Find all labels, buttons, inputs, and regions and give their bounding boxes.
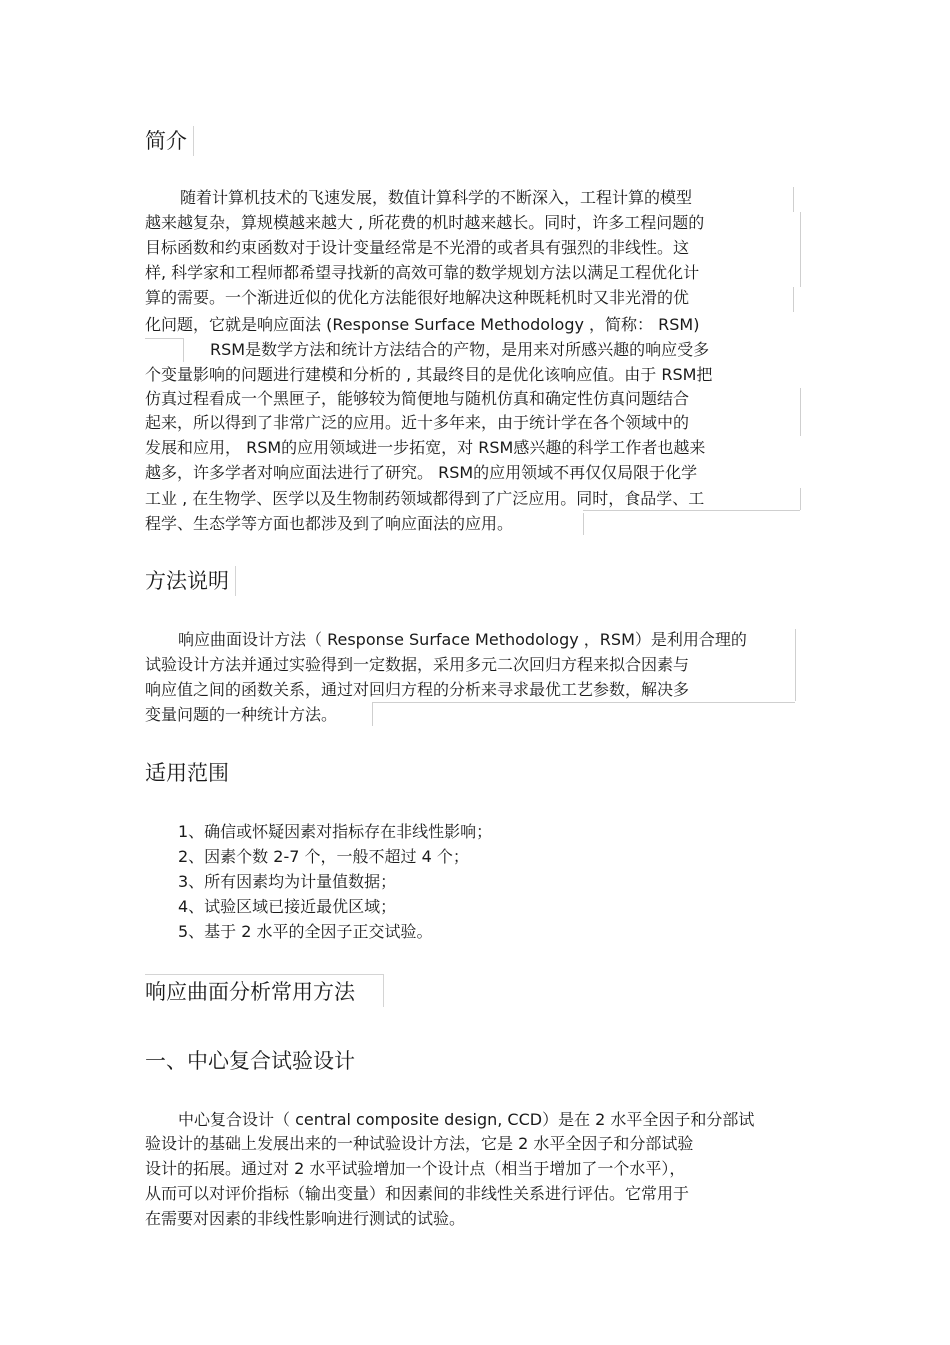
intro-line: 发展和应用， RSM的应用领域进一步拓宽，对 RSM感兴趣的科学工作者也越来 — [145, 438, 706, 457]
ccd-line: 中心复合设计（ central composite design, CCD）是在 2 水平全因子和分部试 — [178, 1110, 755, 1129]
list-item: 2、因素个数 2-7 个，一般不超过 4 个； — [178, 847, 469, 866]
intro-line: 目标函数和约束函数对于设计变量经常是不光滑的或者具有强烈的非线性。这 — [145, 238, 690, 257]
section-title-common-methods: 响应曲面分析常用方法 — [145, 974, 384, 1007]
layout-rule — [793, 187, 794, 212]
layout-rule — [795, 629, 796, 701]
layout-rule — [183, 338, 184, 362]
intro-line: 工业 , 在生物学、医学以及生物制药领域都得到了广泛应用。同时，食品学、工 — [145, 489, 705, 508]
layout-rule — [583, 510, 800, 511]
ccd-line: 从而可以对评价指标（输出变量）和因素间的非线性关系进行评估。它常用于 — [145, 1184, 690, 1203]
ccd-line: 设计的拓展。通过对 2 水平试验增加一个设计点（相当于增加了一个水平）， — [145, 1159, 686, 1178]
intro-line: 随着计算机技术的飞速发展，数值计算科学的不断深入，工程计算的模型 — [180, 188, 693, 207]
ccd-line: 验设计的基础上发展出来的一种试验设计方法，它是 2 水平全因子和分部试验 — [145, 1134, 694, 1153]
layout-rule — [583, 513, 584, 535]
method-line: 响应值之间的函数关系，通过对回归方程的分析来寻求最优工艺参数，解决多 — [145, 680, 690, 699]
layout-rule — [800, 388, 801, 436]
layout-rule — [800, 237, 801, 262]
method-line: 响应曲面设计方法（ Response Surface Methodology ，RSM）是利用合理的 — [178, 630, 747, 649]
layout-rule — [800, 212, 801, 237]
intro-line: 样, 科学家和工程师都希望寻找新的高效可靠的数学规划方法以满足工程优化计 — [145, 263, 700, 282]
layout-rule — [800, 262, 801, 287]
section-title-scope: 适用范围 — [145, 761, 229, 785]
intro-line: 个变量影响的问题进行建模和分析的 , 其最终目的是优化该响应值。由于 RSM把 — [145, 365, 713, 384]
ccd-line: 在需要对因素的非线性影响进行测试的试验。 — [145, 1209, 466, 1228]
layout-rule — [372, 702, 373, 726]
list-item: 1、确信或怀疑因素对指标存在非线性影响； — [178, 822, 493, 841]
list-item: 4、试验区域已接近最优区域； — [178, 897, 397, 916]
intro-line: 仿真过程看成一个黑匣子，能够较为简便地与随机仿真和确定性仿真问题结合 — [145, 389, 690, 408]
intro-line: 起来，所以得到了非常广泛的应用。近十多年来，由于统计学在各个领域中的 — [145, 413, 690, 432]
method-line: 试验设计方法并通过实验得到一定数据，采用多元二次回归方程来拟合因素与 — [145, 655, 690, 674]
list-item: 5、基于 2 水平的全因子正交试验。 — [178, 922, 433, 941]
layout-rule — [800, 488, 801, 510]
intro-line: 越来越复杂，算规模越来越大 , 所花费的机时越来越长。同时，许多工程问题的 — [145, 213, 705, 232]
layout-rule — [145, 338, 183, 339]
intro-line: 程学、生态学等方面也都涉及到了响应面法的应用。 — [145, 514, 514, 533]
intro-line: 算的需要。一个渐进近似的优化方法能很好地解决这种既耗机时又非光滑的优 — [145, 288, 690, 307]
section-title-ccd: 一、中心复合试验设计 — [145, 1049, 355, 1073]
method-line: 变量问题的一种统计方法。 — [145, 705, 338, 724]
intro-line: 化问题，它就是响应面法 (Response Surface Methodology ，简称： RSM) — [145, 315, 700, 334]
section-title-intro: 简介 — [145, 126, 194, 156]
list-item: 3、所有因素均为计量值数据； — [178, 872, 397, 891]
intro-line: 越多，许多学者对响应面法进行了研究。 RSM的应用领域不再仅仅局限于化学 — [145, 463, 698, 482]
intro-line: RSM是数学方法和统计方法结合的产物，是用来对所感兴趣的响应受多 — [210, 340, 710, 359]
layout-rule — [793, 287, 794, 312]
section-title-method: 方法说明 — [145, 566, 236, 596]
layout-rule — [372, 702, 795, 703]
